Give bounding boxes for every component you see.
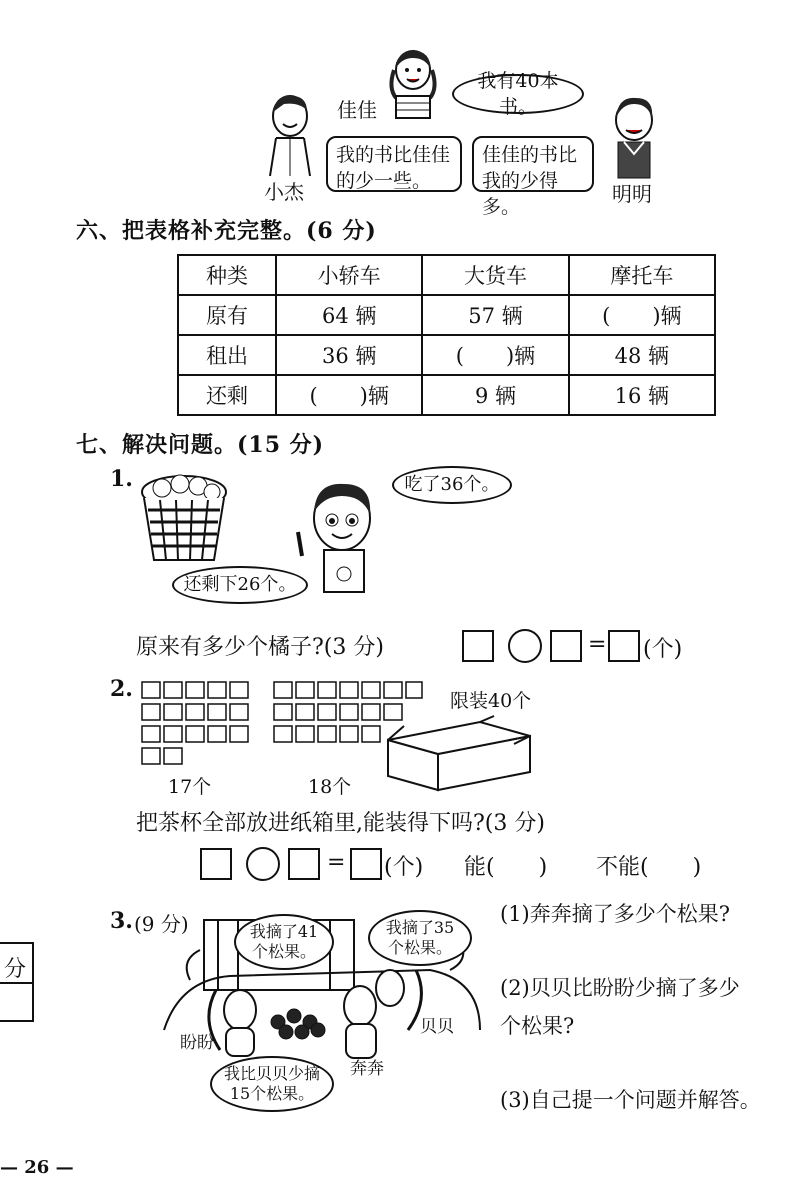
q1-equals: = (588, 632, 607, 657)
row-label: 租出 (178, 335, 276, 375)
q3-points: (9 分) (134, 912, 189, 936)
xiaojie-name: 小杰 (264, 180, 304, 204)
table-row (178, 295, 715, 335)
q3-speech-a-text: 我摘了41个松果。 (249, 922, 319, 961)
squirrel-beibei-name: 贝贝 (420, 1017, 454, 1037)
q1-answer-box-3[interactable] (608, 630, 640, 662)
section6-title: 六、把表格补充完整。(6 分) (76, 218, 377, 244)
q3-subquestion-2-line1: (2)贝贝比盼盼少摘了多少 (500, 976, 740, 1000)
q3-speech-c-text: 我比贝贝少摘15个松果。 (223, 1064, 320, 1103)
xiaojie-illustration (262, 88, 322, 178)
q3-subquestion-1: (1)奔奔摘了多少个松果? (500, 902, 731, 926)
blank-cell[interactable]: ( )辆 (422, 335, 568, 375)
q3-subquestion-3: (3)自己提一个问题并解答。 (500, 1088, 761, 1112)
score-divider (0, 982, 32, 984)
q2-cups-b-label: 18个 (308, 776, 352, 798)
mingming-illustration (604, 92, 664, 180)
jiajia-illustration (378, 48, 448, 128)
q1-answer-box-2[interactable] (550, 630, 582, 662)
blank-cell[interactable]: ( )辆 (569, 295, 715, 335)
mingming-speech-text: 佳佳的书比我的少得多。 (482, 144, 578, 218)
q1-left-bubble: 还剩下26个。 (172, 566, 308, 604)
q2-equals: = (327, 850, 346, 875)
xiaojie-speech-text: 我的书比佳佳的少一些。 (336, 144, 451, 192)
header-cell: 小轿车 (276, 255, 422, 295)
q1-question: 原来有多少个橘子?(3 分) (136, 635, 384, 660)
page-number: — 26 — (0, 1157, 74, 1178)
q2-unit: (个) (384, 855, 424, 880)
section7-title: 七、解决问题。(15 分) (76, 432, 325, 458)
q2-answer-box-2[interactable] (288, 848, 320, 880)
q3-speech-bubble-b (368, 910, 472, 966)
table-cell: 64 辆 (276, 295, 422, 335)
q2-answer-box-1[interactable] (200, 848, 232, 880)
table-cell: 9 辆 (422, 375, 568, 415)
boy-illustration (292, 476, 384, 596)
q1-eaten-bubble: 吃了36个。 (392, 466, 512, 504)
xiaojie-speech-bubble (326, 136, 462, 192)
q3-speech-bubble-c (210, 1056, 334, 1112)
squirrel-panpan-name: 盼盼 (180, 1033, 214, 1053)
q1-operator-circle[interactable] (508, 629, 542, 663)
squirrel-benben-name: 奔奔 (350, 1059, 384, 1079)
header-cell: 种类 (178, 255, 276, 295)
table-cell: 57 辆 (422, 295, 568, 335)
orange-basket-illustration (138, 470, 230, 566)
mingming-speech-bubble (472, 136, 594, 218)
row-label: 还剩 (178, 375, 276, 415)
q3-speech-b-text: 我摘了35个松果。 (385, 918, 455, 957)
score-label: 分 (4, 957, 27, 982)
table-cell: 48 辆 (569, 335, 715, 375)
table-row (178, 335, 715, 375)
q2-question: 把茶杯全部放进纸箱里,能装得下吗?(3 分) (136, 811, 545, 836)
table-cell: 16 辆 (569, 375, 715, 415)
q2-can-option[interactable]: 能( ) (464, 855, 548, 880)
q3-subquestion-2-line2: 个松果? (500, 1014, 575, 1038)
blank-cell[interactable]: ( )辆 (276, 375, 422, 415)
q2-cups-a-label: 17个 (168, 776, 212, 798)
row-label: 原有 (178, 295, 276, 335)
q1-unit: (个) (643, 637, 683, 662)
q2-cannot-option[interactable]: 不能( ) (596, 855, 702, 880)
q2-number: 2. (110, 676, 133, 702)
table-header-row (178, 255, 715, 295)
q2-operator-circle[interactable] (246, 847, 280, 881)
jiajia-name: 佳佳 (337, 98, 377, 122)
table-row (178, 375, 715, 415)
header-cell: 摩托车 (569, 255, 715, 295)
header-cell: 大货车 (422, 255, 568, 295)
cardboard-box-illustration (384, 714, 534, 792)
q1-answer-box-1[interactable] (462, 630, 494, 662)
table-cell: 36 辆 (276, 335, 422, 375)
q2-answer-box-3[interactable] (350, 848, 382, 880)
q2-box-limit-label: 限装40个 (450, 690, 532, 712)
vehicle-table (177, 254, 716, 416)
q3-speech-bubble-a (234, 914, 334, 970)
q3-number: 3. (110, 908, 133, 934)
q1-number: 1. (110, 466, 133, 492)
teacups-group-a (140, 678, 252, 770)
mingming-name: 明明 (612, 182, 652, 206)
jiajia-speech-bubble: 我有40本书。 (452, 74, 584, 114)
score-box[interactable] (0, 942, 34, 1022)
